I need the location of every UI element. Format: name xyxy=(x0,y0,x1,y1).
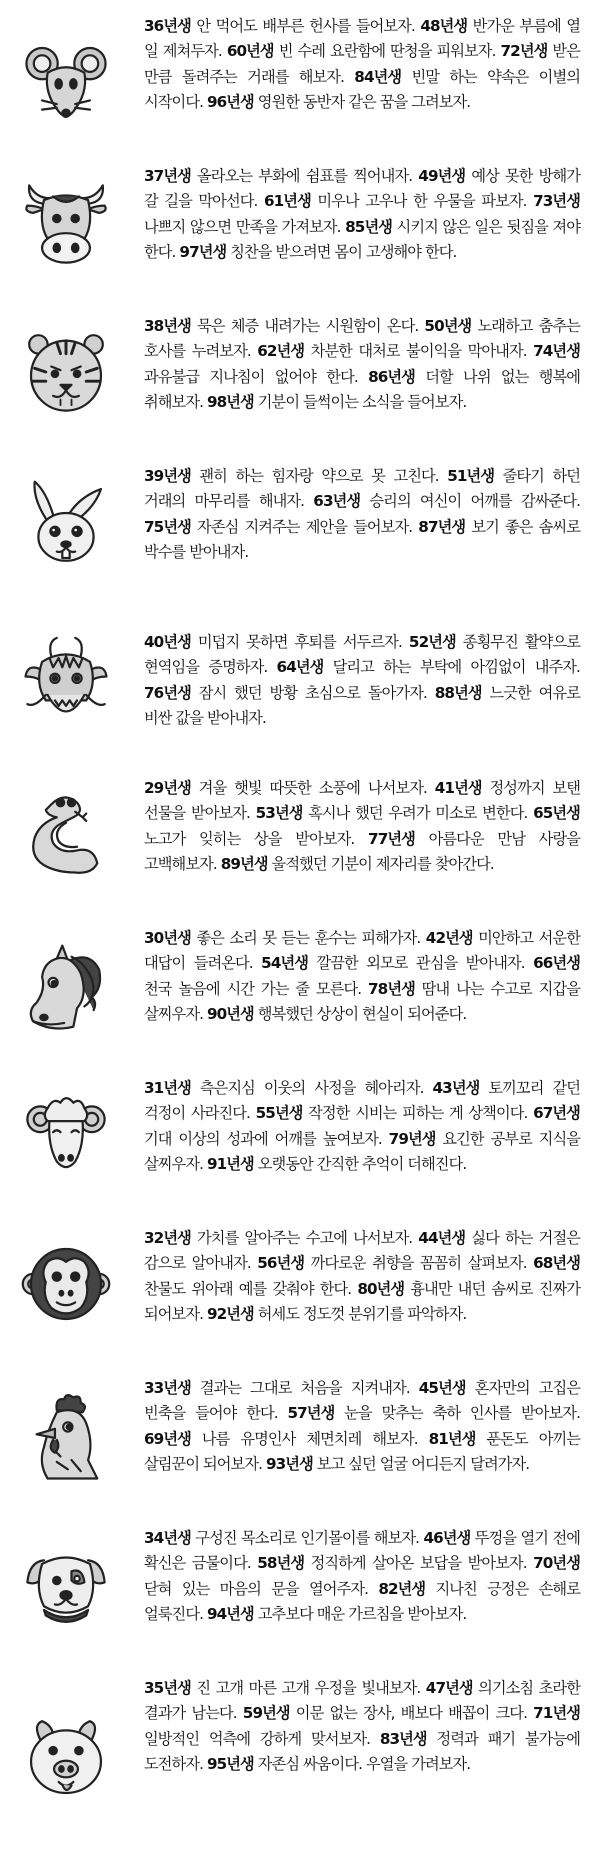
birth-year: 89년생 울적했던 기분이 제자리를 찾아간다. xyxy=(220,854,494,873)
birth-year: 59년생 이문 없는 장사, 배보다 배꼽이 크다. xyxy=(242,1704,527,1723)
birth-year: 38년생 묵은 체증 내려가는 시원함이 온다. xyxy=(144,317,419,335)
horoscope-text-dog xyxy=(144,1526,580,1627)
horoscope-text-pig xyxy=(144,1676,580,1777)
birth-year: 34년생 구성진 목소리로 인기몰이를 해보자. xyxy=(144,1529,420,1547)
tiger-icon xyxy=(20,326,112,418)
birth-year: 52년생 종횡무진 활약으로 현역임을 증명하자. xyxy=(144,633,580,677)
birth-year: 86년생 더할 나위 없는 행복에 취해보자. xyxy=(144,367,580,411)
birth-year: 49년생 예상 못한 방해가 갈 길을 막아선다. xyxy=(144,167,580,211)
birth-year: 56년생 까다로운 취향을 꼼꼼히 살펴보자. xyxy=(257,1254,527,1273)
birth-year: 70년생 닫혀 있는 마음의 문을 열어주자. xyxy=(144,1554,580,1598)
birth-year: 40년생 미덥지 못하면 후퇴를 서두르자. xyxy=(144,633,402,651)
birth-year: 39년생 괜히 하는 힘자랑 약으로 못 고친다. xyxy=(144,467,439,485)
birth-year: 97년생 칭찬을 받으려면 몸이 고생해야 한다. xyxy=(179,242,457,261)
birth-year: 62년생 차분한 대처로 불이익을 막아내자. xyxy=(257,342,527,361)
birth-year: 83년생 정력과 패기 불가능에 도전하자. xyxy=(144,1729,580,1773)
birth-year: 98년생 기분이 들썩이는 소식을 들어보자. xyxy=(206,392,467,411)
horoscope-row-rabbit xyxy=(0,450,600,600)
horoscope-row-rooster xyxy=(0,1362,600,1512)
horoscope-row-pig xyxy=(0,1662,600,1862)
horoscope-text-rabbit xyxy=(144,464,580,565)
horoscope-text-dragon xyxy=(144,630,580,731)
rooster-icon xyxy=(20,1392,112,1484)
birth-year: 43년생 토끼꼬리 같던 걱정이 사라진다. xyxy=(144,1079,580,1123)
birth-year: 65년생 노고가 잊히는 상을 받아보자. xyxy=(144,804,580,848)
horoscope-text-sheep xyxy=(144,1076,580,1177)
birth-year: 84년생 빈말 하는 약속은 이별의 시작이다. xyxy=(144,67,580,111)
birth-year: 79년생 요긴한 공부로 지식을 살찌우자. xyxy=(144,1129,580,1173)
birth-year: 60년생 빈 수레 요란함에 딴청을 피워보자. xyxy=(226,42,496,61)
horoscope-row-rat xyxy=(0,0,600,150)
ox-icon xyxy=(20,178,112,270)
monkey-icon xyxy=(20,1238,112,1330)
birth-year: 35년생 진 고개 마른 고개 우정을 빛내보자. xyxy=(144,1679,421,1697)
birth-year: 74년생 과유불급 지나침이 없어야 한다. xyxy=(144,342,580,386)
birth-year: 61년생 미우나 고우나 한 우물을 파보자. xyxy=(263,192,527,211)
birth-year: 41년생 정성까지 보탠 선물을 받아보자. xyxy=(144,779,580,823)
birth-year: 66년생 천국 놀음에 시간 가는 줄 모른다. xyxy=(144,954,580,998)
birth-year: 29년생 겨울 햇빛 따뜻한 소풍에 나서보자. xyxy=(144,779,427,797)
birth-year: 87년생 보기 좋은 솜씨로 박수를 받아내자. xyxy=(144,517,580,561)
birth-year: 57년생 눈을 맞추는 축하 인사를 받아보자. xyxy=(287,1404,580,1423)
horoscope-text-monkey xyxy=(144,1226,580,1327)
birth-year: 75년생 자존심 지켜주는 제안을 들어보자. xyxy=(144,517,413,536)
birth-year: 71년생 일방적인 억측에 강하게 맞서보자. xyxy=(144,1704,581,1748)
birth-year: 48년생 반가운 부름에 열 일 제쳐두자. xyxy=(144,17,580,61)
birth-year: 77년생 아름다운 만남 사랑을 고백해보자. xyxy=(144,829,580,873)
birth-year: 90년생 행복했던 상상이 현실이 되어준다. xyxy=(206,1004,467,1023)
birth-year: 63년생 승리의 여신이 어깨를 감싸준다. xyxy=(313,492,580,511)
birth-year: 92년생 허세도 정도껏 분위기를 파악하자. xyxy=(206,1304,467,1323)
horoscope-row-horse xyxy=(0,912,600,1062)
horoscope-row-dragon xyxy=(0,600,600,750)
rabbit-icon xyxy=(20,478,112,570)
birth-year: 42년생 미안하고 서운한 대답이 들려온다. xyxy=(144,929,580,973)
birth-year: 76년생 잠시 했던 방황 초심으로 돌아가자. xyxy=(144,683,427,702)
birth-year: 36년생 안 먹어도 배부른 헌사를 들어보자. xyxy=(144,17,415,35)
rat-icon xyxy=(20,36,112,128)
horoscope-text-ox xyxy=(144,164,580,265)
birth-year: 78년생 땀내 나는 수고로 지갑을 살찌우자. xyxy=(144,979,580,1023)
horoscope-text-rat xyxy=(144,14,580,115)
pig-icon xyxy=(20,1712,112,1804)
horoscope-row-tiger xyxy=(0,300,600,450)
birth-year: 81년생 푼돈도 아끼는 살림꾼이 되어보자. xyxy=(144,1429,581,1473)
horse-icon xyxy=(20,942,112,1034)
dog-icon xyxy=(20,1540,112,1632)
horoscope-text-horse xyxy=(144,926,580,1027)
horoscope-row-dog xyxy=(0,1512,600,1662)
horoscope-row-ox xyxy=(0,150,600,300)
birth-year: 44년생 싫다 하는 거절은 감으로 알아내자. xyxy=(144,1229,580,1273)
horoscope-row-snake xyxy=(0,762,600,912)
birth-year: 64년생 달리고 하는 부탁에 아낌없이 내주자. xyxy=(276,658,580,677)
birth-year: 69년생 나름 유명인사 체면치레 해보자. xyxy=(144,1429,418,1448)
birth-year: 55년생 작정한 시비는 피하는 게 상책이다. xyxy=(255,1104,528,1123)
birth-year: 82년생 지나친 긍정은 손해로 얼룩진다. xyxy=(144,1579,580,1623)
horoscope-text-tiger xyxy=(144,314,580,415)
birth-year: 51년생 줄타기 하던 거래의 마무리를 해내자. xyxy=(144,467,580,511)
horoscope-text-rooster xyxy=(144,1376,580,1477)
birth-year: 67년생 기대 이상의 성과에 어깨를 높여보자. xyxy=(144,1104,580,1148)
birth-year: 80년생 흉내만 내던 솜씨로 진짜가 되어보자. xyxy=(144,1279,580,1323)
birth-year: 47년생 의기소침 초라한 결과가 남는다. xyxy=(144,1679,580,1723)
birth-year: 45년생 혼자만의 고집은 빈축을 들어야 한다. xyxy=(144,1379,580,1423)
birth-year: 50년생 노래하고 춤추는 호사를 누려보자. xyxy=(144,317,580,361)
birth-year: 54년생 깔끔한 외모로 관심을 받아내자. xyxy=(261,954,525,973)
birth-year: 85년생 시키지 않은 일은 뒷짐을 져야 한다. xyxy=(144,217,580,261)
birth-year: 33년생 결과는 그대로 처음을 지켜내자. xyxy=(144,1379,410,1397)
birth-year: 73년생 나쁘지 않으면 만족을 가져보자. xyxy=(144,192,580,236)
birth-year: 88년생 느긋한 여유로 비싼 값을 받아내자. xyxy=(144,683,580,727)
birth-year: 96년생 영원한 동반자 같은 꿈을 그려보자. xyxy=(206,92,471,111)
birth-year: 68년생 찬물도 위아래 예를 갖춰야 한다. xyxy=(144,1254,580,1298)
birth-year: 93년생 보고 싶던 얼굴 어디든지 달려가자. xyxy=(265,1454,530,1473)
horoscope-row-sheep xyxy=(0,1062,600,1212)
horoscope-row-monkey xyxy=(0,1212,600,1362)
birth-year: 31년생 측은지심 이웃의 사정을 헤아리자. xyxy=(144,1079,424,1097)
birth-year: 53년생 혹시나 했던 우려가 미소로 변한다. xyxy=(255,804,528,823)
birth-year: 95년생 자존심 싸움이다. 우열을 가려보자. xyxy=(206,1754,471,1773)
dragon-icon xyxy=(20,636,112,728)
snake-icon xyxy=(20,786,112,878)
birth-year: 32년생 가치를 알아주는 수고에 나서보자. xyxy=(144,1229,413,1247)
birth-year: 30년생 좋은 소리 못 듣는 훈수는 피해가자. xyxy=(144,929,421,947)
birth-year: 91년생 오랫동안 간직한 추억이 더해진다. xyxy=(206,1154,467,1173)
sheep-icon xyxy=(20,1088,112,1180)
birth-year: 72년생 받은 만큼 돌려주는 거래를 해보자. xyxy=(144,42,580,86)
birth-year: 94년생 고추보다 매운 가르침을 받아보자. xyxy=(206,1604,467,1623)
horoscope-text-snake xyxy=(144,776,580,877)
birth-year: 37년생 올라오는 부화에 쉼표를 찍어내자. xyxy=(144,167,413,185)
birth-year: 58년생 정직하게 살아온 보답을 받아보자. xyxy=(257,1554,527,1573)
birth-year: 46년생 뚜껑을 열기 전에 확신은 금물이다. xyxy=(144,1529,580,1573)
